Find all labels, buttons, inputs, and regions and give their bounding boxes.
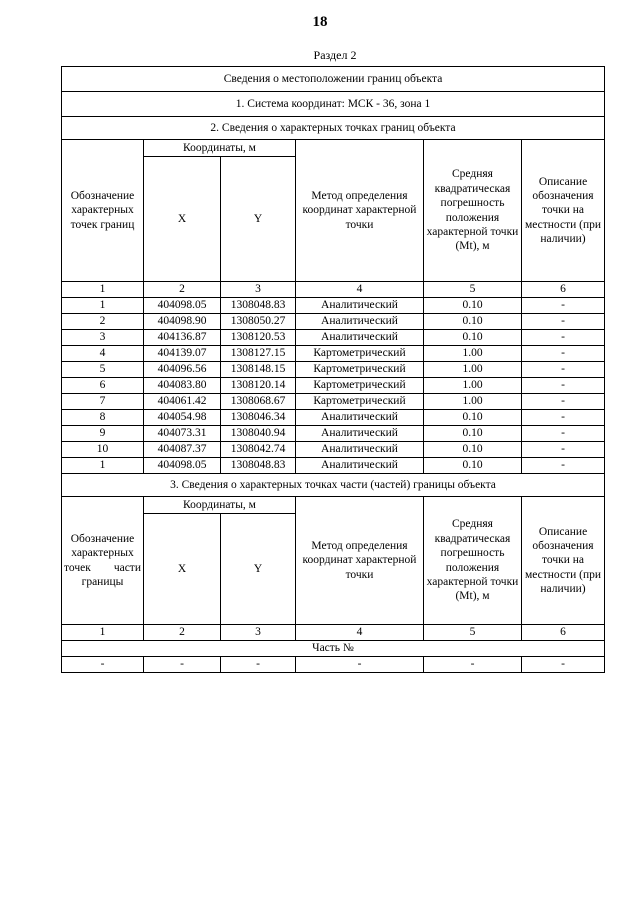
description-value: - bbox=[522, 458, 605, 474]
method-header: Метод определения координат характерной точки bbox=[296, 140, 424, 282]
table-row bbox=[62, 442, 605, 458]
col-number: 2 bbox=[144, 282, 221, 298]
part-value: - bbox=[221, 657, 296, 673]
method-value: Аналитический bbox=[296, 314, 424, 330]
method-value: Аналитический bbox=[296, 458, 424, 474]
error-value: 0.10 bbox=[424, 314, 522, 330]
point-number: 7 bbox=[62, 394, 144, 410]
y-value: 1308042.74 bbox=[221, 442, 296, 458]
method-value: Аналитический bbox=[296, 426, 424, 442]
part-value: - bbox=[424, 657, 522, 673]
y-value: 1308050.27 bbox=[221, 314, 296, 330]
y-value: 1308120.14 bbox=[221, 378, 296, 394]
method-value: Картометрический bbox=[296, 378, 424, 394]
x-value: 404061.42 bbox=[144, 394, 221, 410]
part-value: - bbox=[144, 657, 221, 673]
part-designation-line: Обозначение bbox=[70, 532, 135, 545]
x-value: 404083.80 bbox=[144, 378, 221, 394]
x-value: 404054.98 bbox=[144, 410, 221, 426]
x-value: 404098.05 bbox=[144, 298, 221, 314]
point-number: 1 bbox=[62, 298, 144, 314]
table-row bbox=[62, 394, 605, 410]
description-value: - bbox=[522, 378, 605, 394]
col-number: 4 bbox=[296, 282, 424, 298]
col-number: 2 bbox=[144, 625, 221, 641]
table-row bbox=[62, 330, 605, 346]
y-value: 1308046.34 bbox=[221, 410, 296, 426]
description-header: Описание обозначения точки на местности (при наличии) bbox=[522, 140, 605, 282]
method-value: Аналитический bbox=[296, 298, 424, 314]
part-description-header: Описание обозначения точки на местности (при наличии) bbox=[522, 497, 605, 625]
part-error-header: Средняя квадратическая погрешность положения характерной точки (Mt), м bbox=[424, 497, 522, 625]
point-number: 1 bbox=[62, 458, 144, 474]
x-value: 404096.56 bbox=[144, 362, 221, 378]
part-label: Часть № bbox=[62, 641, 605, 657]
error-value: 1.00 bbox=[424, 394, 522, 410]
description-value: - bbox=[522, 426, 605, 442]
table-row bbox=[62, 378, 605, 394]
description-value: - bbox=[522, 410, 605, 426]
part-y-header: Y bbox=[221, 514, 296, 625]
y-value: 1308048.83 bbox=[221, 298, 296, 314]
point-number: 9 bbox=[62, 426, 144, 442]
section3-title: 3. Сведения о характерных точках части (частей) границы объекта bbox=[62, 474, 605, 497]
description-value: - bbox=[522, 346, 605, 362]
col-number: 4 bbox=[296, 625, 424, 641]
table-row bbox=[62, 362, 605, 378]
part-x-header: X bbox=[144, 514, 221, 625]
x-value: 404098.90 bbox=[144, 314, 221, 330]
designation-header: Обозначение характерных точек границ bbox=[62, 140, 144, 282]
x-header: X bbox=[144, 157, 221, 282]
error-value: 0.10 bbox=[424, 426, 522, 442]
y-value: 1308048.83 bbox=[221, 458, 296, 474]
description-value: - bbox=[522, 298, 605, 314]
column-number-row bbox=[62, 282, 605, 298]
point-number: 5 bbox=[62, 362, 144, 378]
table-row bbox=[62, 426, 605, 442]
description-value: - bbox=[522, 442, 605, 458]
part-column-number-row bbox=[62, 625, 605, 641]
y-value: 1308148.15 bbox=[221, 362, 296, 378]
method-value: Картометрический bbox=[296, 394, 424, 410]
point-number: 2 bbox=[62, 314, 144, 330]
x-value: 404139.07 bbox=[144, 346, 221, 362]
point-number: 6 bbox=[62, 378, 144, 394]
part-value: - bbox=[296, 657, 424, 673]
error-value: 1.00 bbox=[424, 346, 522, 362]
page-number: 18 bbox=[312, 14, 328, 30]
error-value: 0.10 bbox=[424, 298, 522, 314]
y-value: 1308120.53 bbox=[221, 330, 296, 346]
description-value: - bbox=[522, 394, 605, 410]
error-value: 1.00 bbox=[424, 362, 522, 378]
method-value: Аналитический bbox=[296, 410, 424, 426]
point-number: 4 bbox=[62, 346, 144, 362]
x-value: 404136.87 bbox=[144, 330, 221, 346]
table-row bbox=[62, 458, 605, 474]
coords-header: Координаты, м bbox=[144, 140, 296, 157]
y-header: Y bbox=[221, 157, 296, 282]
part-value: - bbox=[522, 657, 605, 673]
col-number: 6 bbox=[522, 282, 605, 298]
coordinate-system: 1. Система координат: МСК - 36, зона 1 bbox=[62, 92, 605, 117]
point-number: 3 bbox=[62, 330, 144, 346]
boundary-table bbox=[61, 66, 605, 673]
description-value: - bbox=[522, 330, 605, 346]
part-designation-line: границы bbox=[81, 575, 124, 588]
x-value: 404087.37 bbox=[144, 442, 221, 458]
y-value: 1308127.15 bbox=[221, 346, 296, 362]
col-number: 3 bbox=[221, 625, 296, 641]
section2-title: 2. Сведения о характерных точках границ объекта bbox=[62, 117, 605, 140]
col-number: 5 bbox=[424, 282, 522, 298]
part-designation-line: характерных bbox=[71, 547, 134, 560]
description-value: - bbox=[522, 314, 605, 330]
error-value: 0.10 bbox=[424, 410, 522, 426]
col-number: 6 bbox=[522, 625, 605, 641]
method-value: Аналитический bbox=[296, 442, 424, 458]
y-value: 1308040.94 bbox=[221, 426, 296, 442]
part-method-header: Метод определения координат характерной точки bbox=[296, 497, 424, 625]
method-value: Картометрический bbox=[296, 346, 424, 362]
error-value: 0.10 bbox=[424, 442, 522, 458]
point-number: 10 bbox=[62, 442, 144, 458]
col-number: 1 bbox=[62, 625, 144, 641]
x-value: 404073.31 bbox=[144, 426, 221, 442]
method-value: Аналитический bbox=[296, 330, 424, 346]
y-value: 1308068.67 bbox=[221, 394, 296, 410]
table-row bbox=[62, 298, 605, 314]
section-label: Раздел 2 bbox=[313, 48, 357, 62]
col-number: 5 bbox=[424, 625, 522, 641]
col-number: 1 bbox=[62, 282, 144, 298]
error-value: 0.10 bbox=[424, 458, 522, 474]
col-number: 3 bbox=[221, 282, 296, 298]
error-header: Средняя квадратическая погрешность положения характерной точки (Mt), м bbox=[424, 140, 522, 282]
part-designation-header bbox=[62, 497, 144, 625]
method-value: Картометрический bbox=[296, 362, 424, 378]
part-row bbox=[62, 657, 605, 673]
table-row bbox=[62, 314, 605, 330]
point-number: 8 bbox=[62, 410, 144, 426]
table-row bbox=[62, 410, 605, 426]
part-coords-header: Координаты, м bbox=[144, 497, 296, 514]
description-value: - bbox=[522, 362, 605, 378]
error-value: 0.10 bbox=[424, 330, 522, 346]
table-title: Сведения о местоположении границ объекта bbox=[62, 67, 605, 92]
part-designation-line: точек части bbox=[64, 561, 141, 574]
error-value: 1.00 bbox=[424, 378, 522, 394]
x-value: 404098.05 bbox=[144, 458, 221, 474]
table-row bbox=[62, 346, 605, 362]
part-value: - bbox=[62, 657, 144, 673]
